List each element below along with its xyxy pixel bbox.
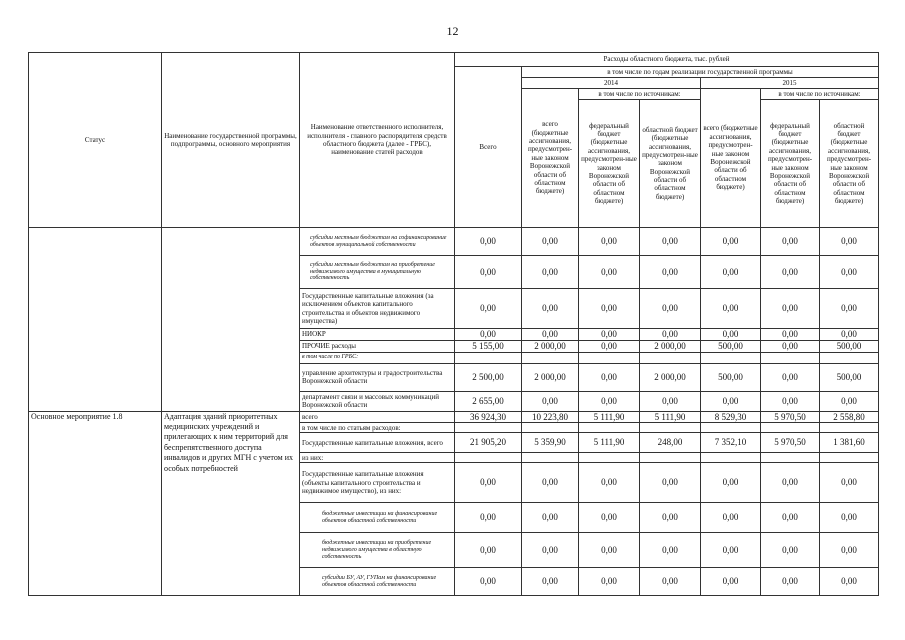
value-cell — [579, 352, 640, 363]
header-program: Наименование государственной программы, подпрограммы, основного мероприятия — [162, 53, 300, 228]
value-cell: 0,00 — [455, 503, 522, 533]
header-total: Всего — [455, 67, 522, 228]
value-cell — [640, 453, 701, 463]
value-cell: 0,00 — [701, 533, 761, 568]
value-cell: 0,00 — [455, 329, 522, 341]
value-cell — [820, 423, 879, 433]
budget-table — [28, 52, 879, 596]
header-by-years: в том числе по годам реализации государственной программы — [522, 67, 879, 78]
program-cell-empty — [162, 228, 300, 412]
header-expenses: Расходы областного бюджета, тыс. рублей — [455, 53, 879, 67]
value-cell: 0,00 — [820, 463, 879, 503]
value-cell: 10 223,80 — [522, 411, 579, 423]
value-cell: 0,00 — [640, 463, 701, 503]
value-cell: 8 529,30 — [701, 411, 761, 423]
row-label: Государственные капитальные вложения (объекты капитального строительства и недвижимое имущество), из них: — [300, 463, 455, 503]
value-cell — [820, 453, 879, 463]
value-cell: 0,00 — [701, 568, 761, 596]
value-cell — [579, 453, 640, 463]
value-cell: 0,00 — [761, 568, 820, 596]
value-cell: 0,00 — [761, 289, 820, 329]
value-cell: 0,00 — [579, 363, 640, 391]
value-cell: 0,00 — [820, 503, 879, 533]
program-main-event: Адаптация зданий приоритетных медицинских учреждений и прилегающих к ним территорий для беспрепятственного доступа инвалидов и других МГН с учетом их особых потребностей — [162, 411, 300, 596]
status-main-event: Основное мероприятие 1.8 — [29, 411, 162, 596]
row-label: бюджетные инвестиции на финансирование объектов областной собственности — [300, 503, 455, 533]
value-cell: 36 924,30 — [455, 411, 522, 423]
value-cell: 0,00 — [701, 503, 761, 533]
value-cell: 0,00 — [701, 256, 761, 289]
value-cell — [761, 423, 820, 433]
value-cell: 0,00 — [761, 363, 820, 391]
value-cell: 0,00 — [761, 391, 820, 411]
value-cell: 0,00 — [701, 391, 761, 411]
value-cell: 0,00 — [640, 568, 701, 596]
row-label: ПРОЧИЕ расходы — [300, 340, 455, 352]
value-cell: 0,00 — [820, 568, 879, 596]
value-cell: 2 500,00 — [455, 363, 522, 391]
value-cell — [522, 453, 579, 463]
header-executor: Наименование ответственного исполнителя, исполнителя - главного распорядителя средств областного бюджета (далее - ГРБС), наименование статей расходов — [300, 53, 455, 228]
value-cell — [701, 423, 761, 433]
value-cell: 0,00 — [579, 533, 640, 568]
value-cell: 2 000,00 — [522, 340, 579, 352]
value-cell: 0,00 — [579, 228, 640, 256]
value-cell: 0,00 — [640, 391, 701, 411]
row-label: всего — [300, 411, 455, 423]
value-cell: 248,00 — [640, 433, 701, 453]
value-cell: 0,00 — [761, 228, 820, 256]
value-cell: 0,00 — [522, 391, 579, 411]
row-label: бюджетные инвестиции на приобретение недвижимого имущества в областную собственность — [300, 533, 455, 568]
value-cell: 0,00 — [701, 329, 761, 341]
value-cell: 2 000,00 — [522, 363, 579, 391]
value-cell: 0,00 — [820, 533, 879, 568]
value-cell: 0,00 — [455, 568, 522, 596]
value-cell: 0,00 — [820, 228, 879, 256]
value-cell: 0,00 — [579, 329, 640, 341]
value-cell — [522, 352, 579, 363]
row-label: НИОКР — [300, 329, 455, 341]
value-cell: 0,00 — [579, 503, 640, 533]
value-cell: 0,00 — [455, 463, 522, 503]
value-cell: 0,00 — [455, 256, 522, 289]
value-cell: 0,00 — [522, 463, 579, 503]
value-cell: 2 000,00 — [640, 363, 701, 391]
row-label: в том числе по ГРБС: — [300, 352, 455, 363]
row-label: из них: — [300, 453, 455, 463]
value-cell: 500,00 — [820, 340, 879, 352]
header-sources-2014: в том числе по источникам: — [579, 89, 701, 100]
value-cell: 0,00 — [640, 289, 701, 329]
value-cell: 0,00 — [820, 256, 879, 289]
value-cell: 0,00 — [579, 463, 640, 503]
header-fed-2014: федеральный бюджет (бюджетные ассигнования, предусмотрен-ные законом Воронежской области об областном бюджете) — [579, 100, 640, 228]
value-cell: 5 111,90 — [579, 411, 640, 423]
value-cell: 0,00 — [522, 533, 579, 568]
value-cell: 0,00 — [522, 289, 579, 329]
header-status: Статус — [29, 53, 162, 228]
value-cell: 0,00 — [761, 463, 820, 503]
value-cell: 500,00 — [701, 340, 761, 352]
value-cell: 0,00 — [701, 228, 761, 256]
value-cell: 0,00 — [455, 228, 522, 256]
value-cell: 0,00 — [761, 329, 820, 341]
value-cell: 500,00 — [701, 363, 761, 391]
value-cell: 0,00 — [455, 289, 522, 329]
value-cell: 0,00 — [761, 340, 820, 352]
value-cell: 0,00 — [640, 503, 701, 533]
value-cell: 0,00 — [761, 256, 820, 289]
value-cell: 0,00 — [820, 329, 879, 341]
value-cell: 21 905,20 — [455, 433, 522, 453]
value-cell: 5 970,50 — [761, 433, 820, 453]
value-cell: 0,00 — [522, 228, 579, 256]
row-label: департамент связи и массовых коммуникаций Воронежской области — [300, 391, 455, 411]
value-cell: 0,00 — [579, 289, 640, 329]
value-cell: 2 558,80 — [820, 411, 879, 423]
value-cell: 5 359,90 — [522, 433, 579, 453]
value-cell — [820, 352, 879, 363]
value-cell: 0,00 — [522, 256, 579, 289]
value-cell — [701, 352, 761, 363]
row-label: управление архитектуры и градостроительства Воронежской области — [300, 363, 455, 391]
header-year-2015: 2015 — [701, 78, 879, 89]
header-total-2014: всего (бюджетные ассигнования, предусмотрен-ные законом Воронежской области об областном бюджете) — [522, 89, 579, 228]
value-cell: 5 111,90 — [640, 411, 701, 423]
value-cell: 0,00 — [640, 329, 701, 341]
value-cell: 0,00 — [522, 329, 579, 341]
value-cell: 0,00 — [522, 503, 579, 533]
row-label: субсидии местным бюджетам на софинансирование объектов муниципальной собственности — [300, 228, 455, 256]
header-reg-2014: областной бюджет (бюджетные ассигнования, предусмотрен-ные законом Воронежской области об областном бюджете) — [640, 100, 701, 228]
value-cell — [522, 423, 579, 433]
row-label: в том числе по статьям расходов: — [300, 423, 455, 433]
header-total-2015: всего (бюджетные ассигнования, предусмотрен-ные законом Воронежской области об областном бюджете) — [701, 89, 761, 228]
value-cell: 0,00 — [579, 256, 640, 289]
value-cell — [761, 453, 820, 463]
value-cell — [455, 423, 522, 433]
value-cell — [579, 423, 640, 433]
value-cell: 2 000,00 — [640, 340, 701, 352]
value-cell: 0,00 — [640, 533, 701, 568]
value-cell — [640, 423, 701, 433]
value-cell: 0,00 — [640, 256, 701, 289]
value-cell — [761, 352, 820, 363]
value-cell: 0,00 — [820, 289, 879, 329]
value-cell: 0,00 — [579, 568, 640, 596]
value-cell: 0,00 — [761, 503, 820, 533]
value-cell — [455, 453, 522, 463]
value-cell: 0,00 — [761, 533, 820, 568]
value-cell: 0,00 — [522, 568, 579, 596]
row-label: субсидии БУ, АУ, ГУПам на финансирование объектов областной собственности — [300, 568, 455, 596]
value-cell — [455, 352, 522, 363]
page-number: 12 — [446, 24, 459, 38]
header-reg-2015: областной бюджет (бюджетные ассигнования, предусмотрен-ные законом Воронежской области об областном бюджете) — [820, 100, 879, 228]
value-cell: 0,00 — [701, 289, 761, 329]
status-cell-empty — [29, 228, 162, 412]
value-cell: 0,00 — [820, 391, 879, 411]
value-cell: 0,00 — [579, 340, 640, 352]
table-row — [29, 411, 879, 423]
table-row — [29, 228, 879, 256]
header-fed-2015: федеральный бюджет (бюджетные ассигнования, предусмотрен-ные законом Воронежской области об областном бюджете) — [761, 100, 820, 228]
value-cell: 500,00 — [820, 363, 879, 391]
value-cell: 1 381,60 — [820, 433, 879, 453]
value-cell: 0,00 — [701, 463, 761, 503]
row-label: субсидии местным бюджетам на приобретение недвижимого имущества в муниципальную собственность — [300, 256, 455, 289]
row-label: Государственные капитальные вложения, всего — [300, 433, 455, 453]
value-cell: 0,00 — [579, 391, 640, 411]
row-label: Государственные капитальные вложения (за исключением объектов капитального строительства и объектов недвижимого имущества) — [300, 289, 455, 329]
value-cell: 5 970,50 — [761, 411, 820, 423]
value-cell: 5 111,90 — [579, 433, 640, 453]
value-cell: 0,00 — [640, 228, 701, 256]
value-cell: 5 155,00 — [455, 340, 522, 352]
value-cell: 2 655,00 — [455, 391, 522, 411]
value-cell: 7 352,10 — [701, 433, 761, 453]
value-cell — [640, 352, 701, 363]
value-cell — [701, 453, 761, 463]
header-sources-2015: в том числе по источникам: — [761, 89, 879, 100]
header-year-2014: 2014 — [522, 78, 701, 89]
value-cell: 0,00 — [455, 533, 522, 568]
